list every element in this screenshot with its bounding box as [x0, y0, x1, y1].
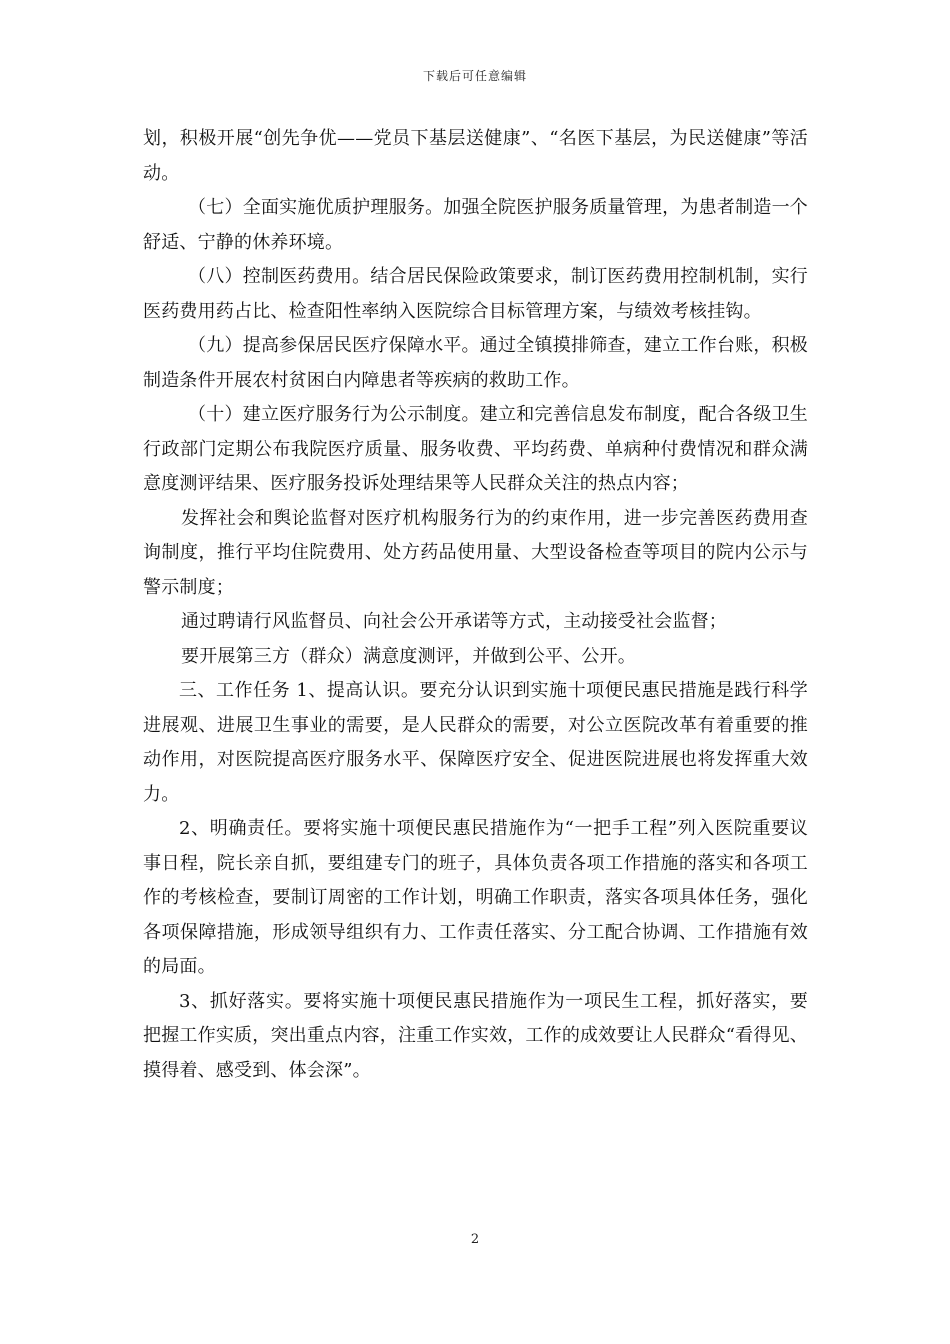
- paragraph-tasks-3: 3、抓好落实。要将实施十项便民惠民措施作为一项民生工程，抓好落实，要把握工作实质，突出重点内容，注重工作实效，工作的成效要让人民群众“看得见、摸得着、感受到、体会深”。: [143, 990, 808, 1081]
- paragraph-continuation: 划，积极开展“创先争优——党员下基层送健康”、“名医下基层，为民送健康”等活动。: [143, 128, 808, 184]
- paragraph-item-7: （七）全面实施优质护理服务。加强全院医护服务质量管理，为患者制造一个舒适、宁静的休养环境。: [143, 197, 808, 253]
- paragraph-tasks-1: 三、工作任务 1、提高认识。要充分认识到实施十项便民惠民措施是践行科学进展观、进展卫生事业的需要，是人民群众的需要，对公立医院改革有着重要的推动作用，对医院提高医疗服务水平、保障医疗安全、促进医院进展也将发挥重大效力。: [143, 680, 808, 805]
- page-header: 下载后可任意编辑: [422, 69, 527, 83]
- paragraph-item-8: （八）控制医药费用。结合居民保险政策要求，制订医药费用控制机制，实行医药费用药占比、检查阳性率纳入医院综合目标管理方案，与绩效考核挂钩。: [143, 266, 808, 322]
- paragraph-supervision: 发挥社会和舆论监督对医疗机构服务行为的约束作用，进一步完善医药费用查询制度，推行平均住院费用、处方药品使用量、大型设备检查等项目的院内公示与警示制度；: [143, 507, 808, 598]
- paragraph-tasks-2: 2、明确责任。要将实施十项便民惠民措施作为“一把手工程”列入医院重要议事日程，院长亲自抓，要组建专门的班子，具体负责各项工作措施的落实和各项工作的考核检查，要制订周密的工作计划，明确工作职责，落实各项具体任务，强化各项保障措施，形成领导组织有力、工作责任落实、分工配合协调、工作措施有效的局面。: [143, 818, 808, 977]
- paragraph-survey: 要开展第三方（群众）满意度测评，并做到公平、公开。: [181, 645, 636, 667]
- paragraph-inspectors: 通过聘请行风监督员、向社会公开承诺等方式，主动接受社会监督；: [181, 611, 727, 632]
- paragraph-item-10: （十）建立医疗服务行为公示制度。建立和完善信息发布制度，配合各级卫生行政部门定期公布我院医疗质量、服务收费、平均药费、单病种付费情况和群众满意度测评结果、医疗服务投诉处理结果等人民群众关注的热点内容；: [143, 404, 808, 494]
- document-body: [143, 122, 808, 1088]
- paragraph-item-9: （九）提高参保居民医疗保障水平。通过全镇摸排筛查，建立工作台账，积极制造条件开展农村贫困白内障患者等疾病的救助工作。: [143, 335, 808, 391]
- page-number: 2: [470, 1232, 480, 1247]
